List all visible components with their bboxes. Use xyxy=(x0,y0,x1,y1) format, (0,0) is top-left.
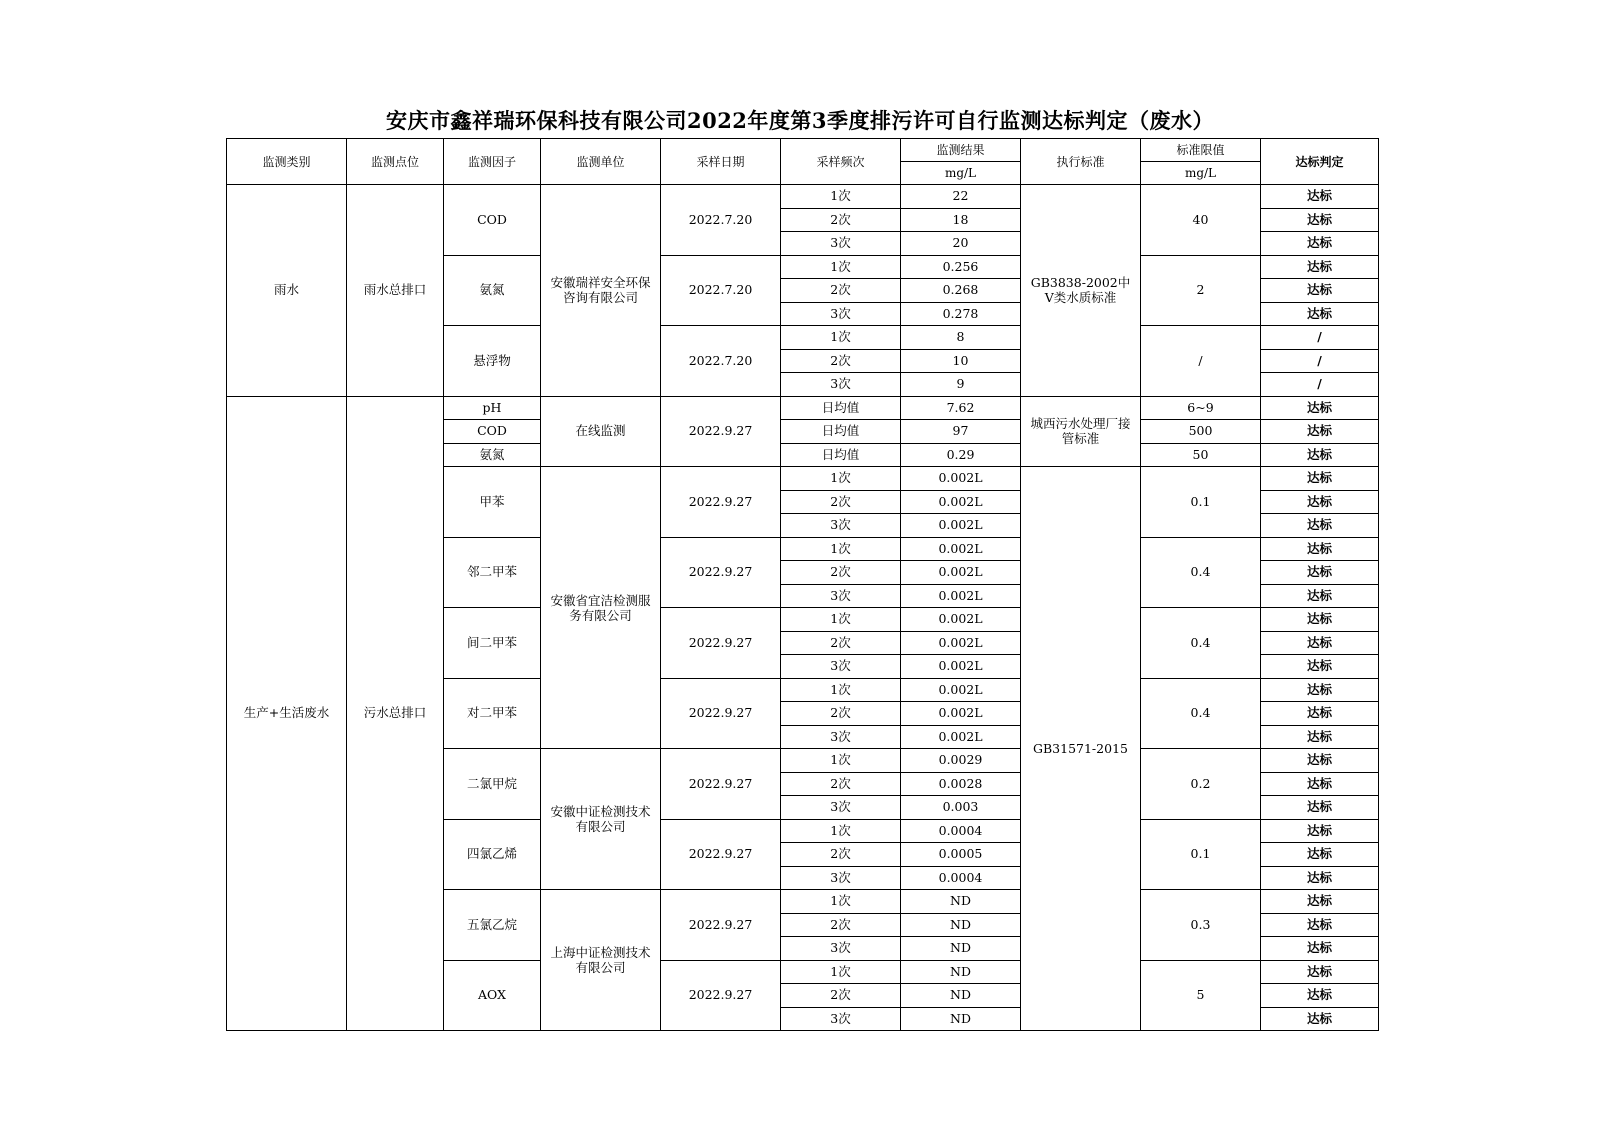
limit-cell: 0.4 xyxy=(1141,608,1261,679)
frequency-cell: 日均值 xyxy=(781,396,901,420)
result-cell: 0.0028 xyxy=(901,772,1021,796)
frequency-cell: 1次 xyxy=(781,890,901,914)
header-standard: 执行标准 xyxy=(1021,139,1141,185)
limit-cell: 500 xyxy=(1141,420,1261,444)
factor-cell: 氨氮 xyxy=(444,255,541,326)
result-cell: 0.29 xyxy=(901,443,1021,467)
result-cell: 9 xyxy=(901,373,1021,397)
frequency-cell: 3次 xyxy=(781,725,901,749)
limit-cell: 2 xyxy=(1141,255,1261,326)
result-cell: 0.0005 xyxy=(901,843,1021,867)
result-cell: 0.002L xyxy=(901,514,1021,538)
result-cell: 0.002L xyxy=(901,537,1021,561)
judge-cell: 达标 xyxy=(1261,608,1379,632)
factor-cell: 间二甲苯 xyxy=(444,608,541,679)
result-cell: 0.256 xyxy=(901,255,1021,279)
date-cell: 2022.9.27 xyxy=(661,678,781,749)
judge-cell: 达标 xyxy=(1261,913,1379,937)
judge-cell: 达标 xyxy=(1261,302,1379,326)
date-cell: 2022.9.27 xyxy=(661,537,781,608)
result-cell: 0.268 xyxy=(901,279,1021,303)
judge-cell: 达标 xyxy=(1261,960,1379,984)
judge-cell: / xyxy=(1261,326,1379,350)
result-cell: 0.002L xyxy=(901,631,1021,655)
judge-cell: 达标 xyxy=(1261,819,1379,843)
result-cell: 18 xyxy=(901,208,1021,232)
date-cell: 2022.9.27 xyxy=(661,608,781,679)
frequency-cell: 3次 xyxy=(781,584,901,608)
result-cell: 8 xyxy=(901,326,1021,350)
judge-cell: 达标 xyxy=(1261,796,1379,820)
judge-cell: 达标 xyxy=(1261,749,1379,773)
date-cell: 2022.9.27 xyxy=(661,396,781,467)
limit-cell: 6~9 xyxy=(1141,396,1261,420)
result-cell: 0.002L xyxy=(901,467,1021,491)
standard-cell: GB3838-2002中Ⅴ类水质标准 xyxy=(1021,185,1141,397)
judge-cell: / xyxy=(1261,373,1379,397)
header-date: 采样日期 xyxy=(661,139,781,185)
limit-cell: 0.3 xyxy=(1141,890,1261,961)
header-category: 监测类别 xyxy=(227,139,347,185)
result-cell: ND xyxy=(901,984,1021,1008)
point-cell: 污水总排口 xyxy=(347,396,444,1031)
factor-cell: 四氯乙烯 xyxy=(444,819,541,890)
judge-cell: 达标 xyxy=(1261,1007,1379,1031)
judge-cell: 达标 xyxy=(1261,185,1379,209)
limit-cell: 0.4 xyxy=(1141,537,1261,608)
header-result-unit: mg/L xyxy=(901,162,1021,185)
frequency-cell: 2次 xyxy=(781,279,901,303)
date-cell: 2022.7.20 xyxy=(661,326,781,397)
judge-cell: 达标 xyxy=(1261,420,1379,444)
judge-cell: 达标 xyxy=(1261,232,1379,256)
factor-cell: COD xyxy=(444,420,541,444)
frequency-cell: 日均值 xyxy=(781,420,901,444)
judge-cell: 达标 xyxy=(1261,678,1379,702)
result-cell: ND xyxy=(901,960,1021,984)
judge-cell: 达标 xyxy=(1261,537,1379,561)
result-cell: 0.0029 xyxy=(901,749,1021,773)
result-cell: 7.62 xyxy=(901,396,1021,420)
header-limit: 标准限值 xyxy=(1141,139,1261,162)
frequency-cell: 2次 xyxy=(781,843,901,867)
frequency-cell: 2次 xyxy=(781,631,901,655)
judge-cell: 达标 xyxy=(1261,279,1379,303)
frequency-cell: 3次 xyxy=(781,866,901,890)
result-cell: 0.002L xyxy=(901,655,1021,679)
frequency-cell: 2次 xyxy=(781,208,901,232)
frequency-cell: 3次 xyxy=(781,655,901,679)
result-cell: 0.0004 xyxy=(901,819,1021,843)
date-cell: 2022.9.27 xyxy=(661,890,781,961)
frequency-cell: 日均值 xyxy=(781,443,901,467)
frequency-cell: 1次 xyxy=(781,749,901,773)
judge-cell: / xyxy=(1261,349,1379,373)
limit-cell: 5 xyxy=(1141,960,1261,1031)
unit-cell: 安徽中证检测技术有限公司 xyxy=(541,749,661,890)
judge-cell: 达标 xyxy=(1261,843,1379,867)
result-cell: 0.002L xyxy=(901,608,1021,632)
date-cell: 2022.7.20 xyxy=(661,255,781,326)
frequency-cell: 3次 xyxy=(781,373,901,397)
monitoring-table xyxy=(226,138,1379,1031)
header-point: 监测点位 xyxy=(347,139,444,185)
result-cell: 0.002L xyxy=(901,490,1021,514)
unit-cell: 上海中证检测技术有限公司 xyxy=(541,890,661,1031)
frequency-cell: 1次 xyxy=(781,326,901,350)
result-cell: 20 xyxy=(901,232,1021,256)
factor-cell: 对二甲苯 xyxy=(444,678,541,749)
limit-cell: 0.4 xyxy=(1141,678,1261,749)
frequency-cell: 2次 xyxy=(781,913,901,937)
standard-cell: 城西污水处理厂接管标准 xyxy=(1021,396,1141,467)
frequency-cell: 1次 xyxy=(781,255,901,279)
factor-cell: AOX xyxy=(444,960,541,1031)
result-cell: ND xyxy=(901,1007,1021,1031)
result-cell: 0.278 xyxy=(901,302,1021,326)
frequency-cell: 2次 xyxy=(781,349,901,373)
frequency-cell: 1次 xyxy=(781,960,901,984)
factor-cell: 二氯甲烷 xyxy=(444,749,541,820)
limit-cell: 40 xyxy=(1141,185,1261,256)
header-result: 监测结果 xyxy=(901,139,1021,162)
result-cell: ND xyxy=(901,890,1021,914)
result-cell: ND xyxy=(901,937,1021,961)
frequency-cell: 3次 xyxy=(781,1007,901,1031)
factor-cell: COD xyxy=(444,185,541,256)
unit-cell: 安徽省宜洁检测服务有限公司 xyxy=(541,467,661,749)
judge-cell: 达标 xyxy=(1261,655,1379,679)
result-cell: 0.002L xyxy=(901,702,1021,726)
judge-cell: 达标 xyxy=(1261,702,1379,726)
header-judge: 达标判定 xyxy=(1261,139,1379,185)
date-cell: 2022.7.20 xyxy=(661,185,781,256)
point-cell: 雨水总排口 xyxy=(347,185,444,397)
unit-cell: 安徽瑞祥安全环保咨询有限公司 xyxy=(541,185,661,397)
factor-cell: pH xyxy=(444,396,541,420)
table-row xyxy=(227,185,1379,209)
result-cell: 0.0004 xyxy=(901,866,1021,890)
category-cell: 生产+生活废水 xyxy=(227,396,347,1031)
date-cell: 2022.9.27 xyxy=(661,467,781,538)
frequency-cell: 3次 xyxy=(781,796,901,820)
limit-cell: 0.1 xyxy=(1141,467,1261,538)
judge-cell: 达标 xyxy=(1261,490,1379,514)
judge-cell: 达标 xyxy=(1261,255,1379,279)
frequency-cell: 1次 xyxy=(781,819,901,843)
header-row xyxy=(227,139,1379,162)
category-cell: 雨水 xyxy=(227,185,347,397)
standard-cell: GB31571-2015 xyxy=(1021,467,1141,1031)
frequency-cell: 2次 xyxy=(781,984,901,1008)
limit-cell: 0.1 xyxy=(1141,819,1261,890)
limit-cell: / xyxy=(1141,326,1261,397)
result-cell: 22 xyxy=(901,185,1021,209)
date-cell: 2022.9.27 xyxy=(661,749,781,820)
factor-cell: 五氯乙烷 xyxy=(444,890,541,961)
judge-cell: 达标 xyxy=(1261,514,1379,538)
factor-cell: 氨氮 xyxy=(444,443,541,467)
header-limit-unit: mg/L xyxy=(1141,162,1261,185)
factor-cell: 甲苯 xyxy=(444,467,541,538)
judge-cell: 达标 xyxy=(1261,866,1379,890)
judge-cell: 达标 xyxy=(1261,443,1379,467)
result-cell: 0.002L xyxy=(901,584,1021,608)
judge-cell: 达标 xyxy=(1261,984,1379,1008)
frequency-cell: 3次 xyxy=(781,232,901,256)
judge-cell: 达标 xyxy=(1261,467,1379,491)
frequency-cell: 1次 xyxy=(781,537,901,561)
frequency-cell: 2次 xyxy=(781,490,901,514)
frequency-cell: 1次 xyxy=(781,467,901,491)
frequency-cell: 2次 xyxy=(781,772,901,796)
table-row xyxy=(227,396,1379,420)
judge-cell: 达标 xyxy=(1261,890,1379,914)
factor-cell: 悬浮物 xyxy=(444,326,541,397)
result-cell: ND xyxy=(901,913,1021,937)
page-title: 安庆市鑫祥瑞环保科技有限公司2022年度第3季度排污许可自行监测达标判定（废水） xyxy=(385,108,1215,133)
frequency-cell: 1次 xyxy=(781,678,901,702)
judge-cell: 达标 xyxy=(1261,631,1379,655)
date-cell: 2022.9.27 xyxy=(661,819,781,890)
result-cell: 0.002L xyxy=(901,561,1021,585)
judge-cell: 达标 xyxy=(1261,937,1379,961)
header-frequency: 采样频次 xyxy=(781,139,901,185)
date-cell: 2022.9.27 xyxy=(661,960,781,1031)
frequency-cell: 2次 xyxy=(781,561,901,585)
header-factor: 监测因子 xyxy=(444,139,541,185)
result-cell: 0.002L xyxy=(901,725,1021,749)
frequency-cell: 3次 xyxy=(781,514,901,538)
result-cell: 10 xyxy=(901,349,1021,373)
result-cell: 0.003 xyxy=(901,796,1021,820)
judge-cell: 达标 xyxy=(1261,208,1379,232)
result-cell: 0.002L xyxy=(901,678,1021,702)
frequency-cell: 2次 xyxy=(781,702,901,726)
frequency-cell: 3次 xyxy=(781,302,901,326)
judge-cell: 达标 xyxy=(1261,396,1379,420)
factor-cell: 邻二甲苯 xyxy=(444,537,541,608)
judge-cell: 达标 xyxy=(1261,725,1379,749)
judge-cell: 达标 xyxy=(1261,584,1379,608)
judge-cell: 达标 xyxy=(1261,561,1379,585)
limit-cell: 50 xyxy=(1141,443,1261,467)
unit-cell: 在线监测 xyxy=(541,396,661,467)
frequency-cell: 3次 xyxy=(781,937,901,961)
result-cell: 97 xyxy=(901,420,1021,444)
frequency-cell: 1次 xyxy=(781,608,901,632)
header-unit: 监测单位 xyxy=(541,139,661,185)
judge-cell: 达标 xyxy=(1261,772,1379,796)
limit-cell: 0.2 xyxy=(1141,749,1261,820)
frequency-cell: 1次 xyxy=(781,185,901,209)
